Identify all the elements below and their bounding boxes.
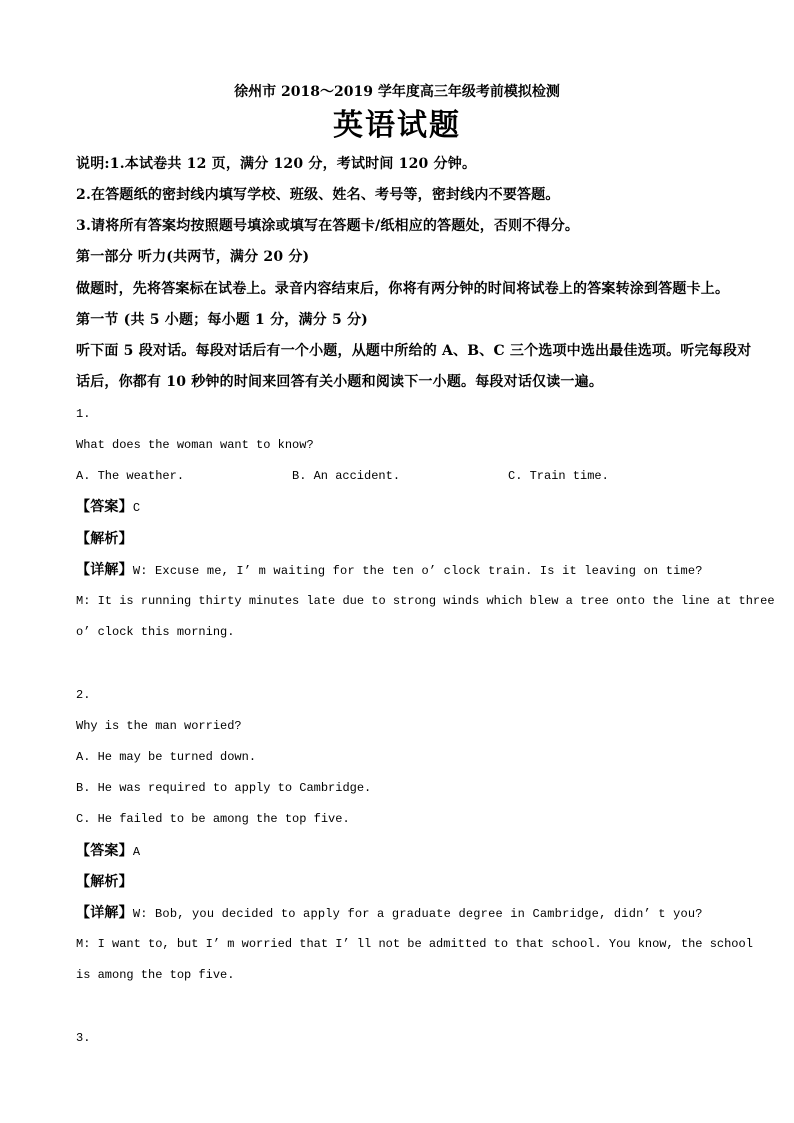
- question-2-detail-1: [76, 904, 703, 923]
- answer-label: 【答案】: [76, 499, 133, 515]
- question-1-option-b: B. An accident.: [292, 469, 401, 483]
- detail-text: W: Bob, you decided to apply for a graduate degree in Cambridge, didn’ t you?: [132, 907, 703, 921]
- question-2-option-c: C. He failed to be among the top five.: [76, 812, 350, 826]
- part1-heading: 第一部分 听力(共两节，满分 20 分): [76, 249, 310, 265]
- detail-label: 【详解】: [76, 562, 133, 578]
- detail-label: 【详解】: [76, 905, 133, 921]
- question-1-detail-1: [76, 561, 703, 580]
- question-2-option-b: B. He was required to apply to Cambridge.: [76, 781, 372, 795]
- question-2-number: 2.: [76, 688, 91, 702]
- answer-value: A: [132, 845, 141, 859]
- question-1-option-a: A. The weather.: [76, 469, 185, 483]
- answer-label: 【答案】: [76, 843, 133, 859]
- question-2-detail-3: is among the top five.: [76, 968, 235, 982]
- instruction-line-1: 说明:1.本试卷共 12 页，满分 120 分，考试时间 120 分钟。: [76, 156, 477, 172]
- section1-note-a: 听下面 5 段对话。每段对话后有一个小题，从题中所给的 A、B、C 三个选项中选出最佳选项。听完每段对: [76, 343, 752, 359]
- page-subtitle: 徐州市 2018～2019 学年度高三年级考前模拟检测: [234, 84, 560, 100]
- instruction-line-3: 3.请将所有答案均按照题号填涂或填写在答题卡/纸相应的答题处，否则不得分。: [76, 218, 580, 234]
- instruction-line-2: 2.在答题纸的密封线内填写学校、班级、姓名、考号等，密封线内不要答题。: [76, 187, 560, 203]
- question-1-option-c: C. Train time.: [508, 469, 609, 483]
- question-2-text: Why is the man worried?: [76, 719, 242, 733]
- detail-text: W: Excuse me, I’ m waiting for the ten o’ clock train. Is it leaving on time?: [132, 564, 703, 578]
- page-title: 英语试题: [333, 108, 461, 143]
- question-2-option-a: A. He may be turned down.: [76, 750, 257, 764]
- question-2-analysis-label: 【解析】: [76, 874, 133, 890]
- question-2-detail-2: M: I want to, but I’ m worried that I’ ll not be admitted to that school. You know, the school: [76, 937, 753, 951]
- question-1-analysis-label: 【解析】: [76, 531, 133, 547]
- question-1-detail-3: o’ clock this morning.: [76, 625, 235, 639]
- question-1-answer: [76, 498, 140, 517]
- answer-value: C: [132, 501, 141, 515]
- part1-note: 做题时，先将答案标在试卷上。录音内容结束后，你将有两分钟的时间将试卷上的答案转涂到答题卡上。: [76, 281, 730, 297]
- question-1-options: [76, 467, 716, 485]
- question-1-detail-2: M: It is running thirty minutes late due to strong winds which blew a tree onto the line at three: [76, 594, 775, 608]
- question-3-number: 3.: [76, 1031, 91, 1045]
- question-2-answer: [76, 842, 140, 861]
- section1-note-b: 话后，你都有 10 秒钟的时间来回答有关小题和阅读下一小题。每段对话仅读一遍。: [76, 374, 604, 390]
- section1-heading: 第一节 (共 5 小题；每小题 1 分，满分 5 分): [76, 312, 368, 328]
- question-1-number: 1.: [76, 407, 91, 421]
- question-1-text: What does the woman want to know?: [76, 438, 314, 452]
